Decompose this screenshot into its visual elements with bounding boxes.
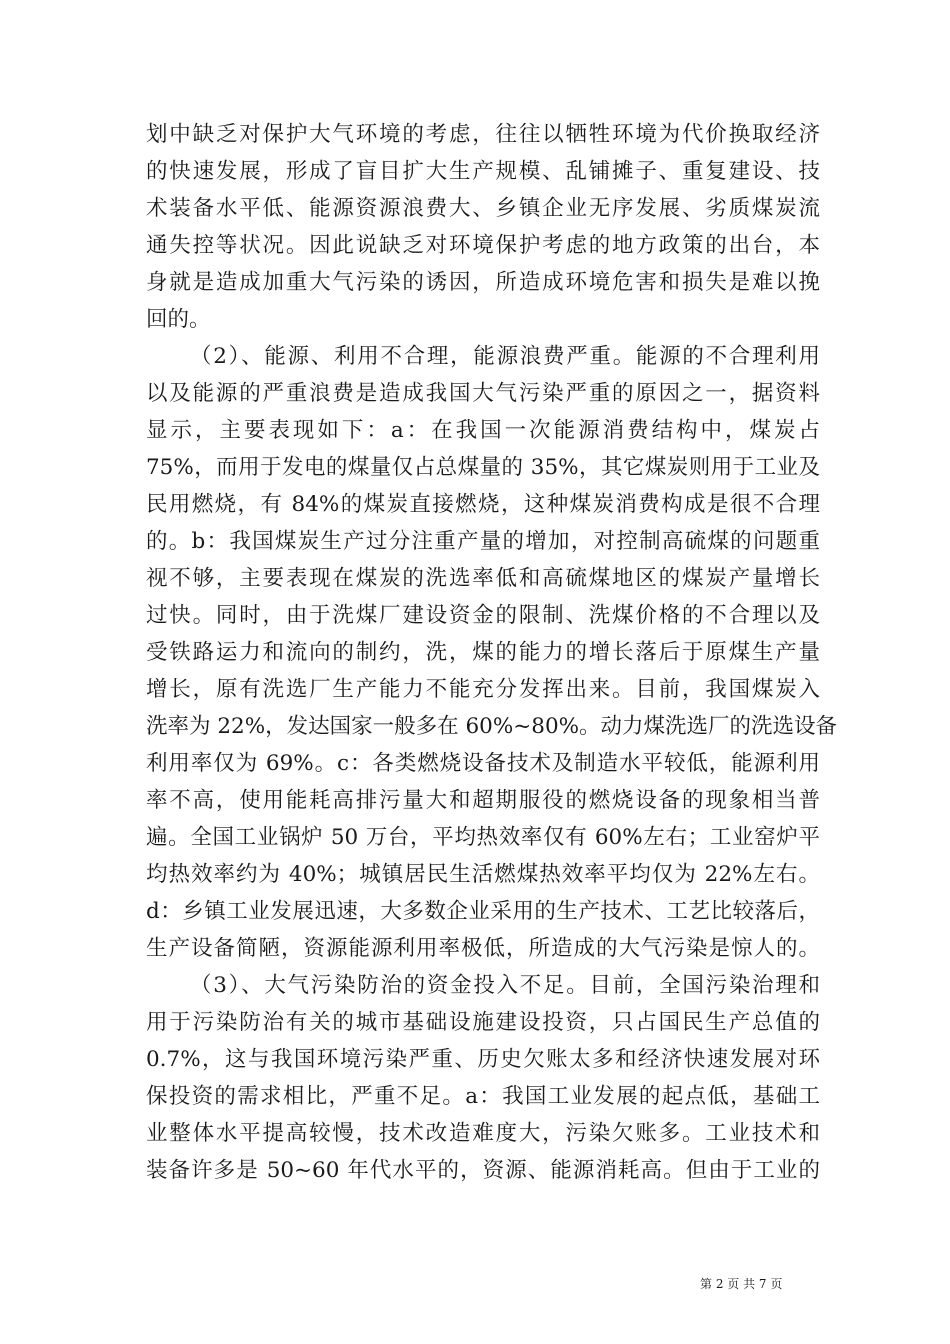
- text-line: 0.7%，这与我国环境污染严重、历史欠账太多和经济快速发展对环: [146, 1047, 820, 1072]
- text-line: 遍。全国工业锅炉 50 万台，平均热效率仅有 60%左右；工业窑炉平: [146, 825, 820, 850]
- text-line: 显示，主要表现如下：a：在我国一次能源消费结构中，煤炭占: [146, 418, 820, 443]
- text-line: 75%，而用于发电的煤量仅占总煤量的 35%，其它煤炭则用于工业及: [146, 455, 820, 480]
- text-line: 视不够，主要表现在煤炭的洗选率低和高硫煤地区的煤炭产量增长: [146, 566, 820, 591]
- text-line: 增长，原有洗选厂生产能力不能充分发挥出来。目前，我国煤炭入: [146, 677, 820, 702]
- page-number-footer: 第 2 页 共 7 页: [700, 1277, 783, 1291]
- text-line: 回的。: [146, 307, 211, 332]
- text-line: 以及能源的严重浪费是造成我国大气污染严重的原因之一，据资料: [146, 381, 820, 406]
- text-line: 的。b：我国煤炭生产过分注重产量的增加，对控制高硫煤的问题重: [146, 529, 820, 554]
- text-line: 民用燃烧，有 84%的煤炭直接燃烧，这种煤炭消费构成是很不合理: [146, 492, 820, 517]
- text-line: 的快速发展，形成了盲目扩大生产规模、乱铺摊子、重复建设、技: [146, 159, 820, 184]
- text-line: 保投资的需求相比，严重不足。a：我国工业发展的起点低，基础工: [146, 1084, 820, 1109]
- text-line: 洗率为 22%，发达国家一般多在 60%~80%。动力煤洗选厂的洗选设备: [146, 714, 838, 739]
- text-line: （3）、大气污染防治的资金投入不足。目前，全国污染治理和: [190, 973, 820, 998]
- text-line: d：乡镇工业发展迅速，大多数企业采用的生产技术、工艺比较落后，: [146, 899, 820, 924]
- text-line: 过快。同时，由于洗煤厂建设资金的限制、洗煤价格的不合理以及: [146, 603, 820, 628]
- text-line: 利用率仅为 69%。c：各类燃烧设备技术及制造水平较低，能源利用: [146, 751, 820, 776]
- text-line: 业整体水平提高较慢，技术改造难度大，污染欠账多。工业技术和: [146, 1121, 820, 1146]
- text-line: 用于污染防治有关的城市基础设施建设投资，只占国民生产总值的: [146, 1010, 820, 1035]
- text-line: 通失控等状况。因此说缺乏对环境保护考虑的地方政策的出台，本: [146, 233, 820, 258]
- document-body: [146, 116, 838, 1189]
- text-line: 身就是造成加重大气污染的诱因，所造成环境危害和损失是难以挽: [146, 270, 820, 295]
- text-line: 率不高，使用能耗高排污量大和超期服役的燃烧设备的现象相当普: [146, 788, 820, 813]
- text-line: 装备许多是 50~60 年代水平的，资源、能源消耗高。但由于工业的: [146, 1158, 820, 1183]
- text-line: （2）、能源、利用不合理，能源浪费严重。能源的不合理利用: [190, 344, 820, 369]
- text-line: 均热效率约为 40%；城镇居民生活燃煤热效率平均仅为 22%左右。: [146, 862, 820, 887]
- text-line: 生产设备简陋，资源能源利用率极低，所造成的大气污染是惊人的。: [146, 936, 820, 961]
- text-line: 受铁路运力和流向的制约，洗，煤的能力的增长落后于原煤生产量: [146, 640, 820, 665]
- text-line: 划中缺乏对保护大气环境的考虑，往往以牺牲环境为代价换取经济: [146, 122, 820, 147]
- text-line: 术装备水平低、能源资源浪费大、乡镇企业无序发展、劣质煤炭流: [146, 196, 820, 221]
